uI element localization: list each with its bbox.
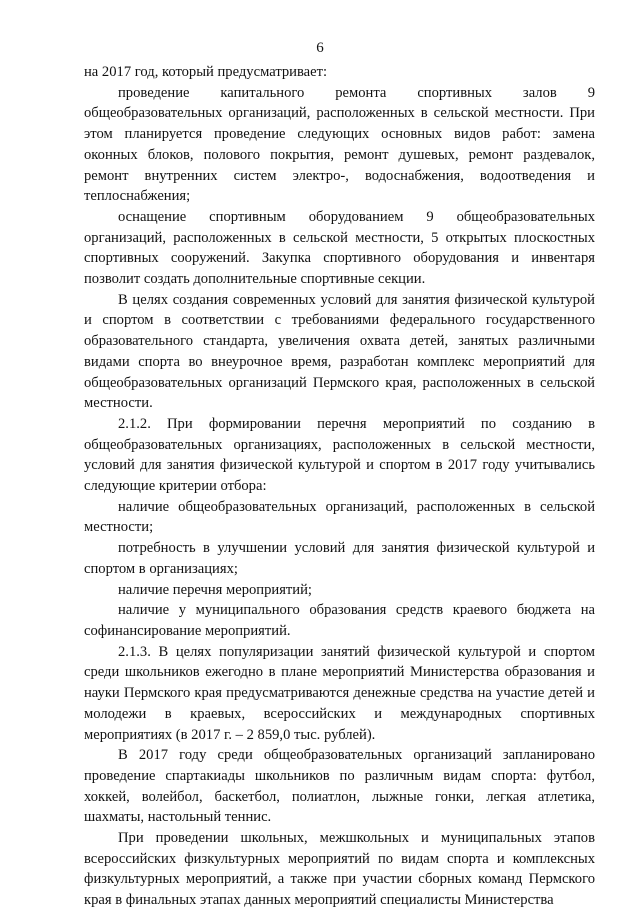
paragraph: проведение капитального ремонта спортивных залов 9 общеобразовательных организаций, расположенных в сельской местности. При этом планируется проведение следующих основных видов работ: замена оконных блоков, полового покрытия, ремонт душевых, ремонт раздевалок, ремонт внутренних систем электро-, водоснабжения, водоотведения и теплоснабжения; bbox=[84, 84, 595, 205]
paragraph: на 2017 год, который предусматривает: bbox=[84, 64, 328, 80]
paragraph: В целях создания современных условий для занятия физической культурой и спортом в соответствии с требованиями федерального государственного образовательного стандарта, увеличения охвата детей, занятых различными видами спорта во внеурочное время, разработан комплекс мероприятий для общеобразовательных организаций Пермского края, расположенных в сельской местности. bbox=[84, 291, 595, 412]
paragraph: наличие перечня мероприятий; bbox=[118, 581, 312, 598]
paragraph: оснащение спортивным оборудованием 9 общеобразовательных организаций, расположенных в сельской местности, 5 открытых плоскостных спортивных сооружений. Закупка спортивного оборудования и инвентаря позволит создать дополнительные спортивные секции. bbox=[84, 208, 595, 288]
page-number: 6 bbox=[316, 40, 324, 56]
body-text bbox=[84, 62, 595, 911]
paragraph: наличие общеобразовательных организаций, расположенных в сельской местности; bbox=[84, 498, 595, 536]
paragraph: При проведении школьных, межшкольных и муниципальных этапов всероссийских физкультурных мероприятий по видам спорта и комплексных физкультурных мероприятий, а также при участии сборных команд Пермского края в финальных этапах данных мероприятий специалисты Министерства bbox=[84, 830, 595, 909]
paragraph: наличие у муниципального образования средств краевого бюджета на софинансирование мероприятий. bbox=[84, 602, 595, 639]
paragraph: потребность в улучшении условий для занятия физической культурой и спортом в организациях; bbox=[84, 540, 595, 577]
paragraph: 2.1.3. В целях популяризации занятий физической культурой и спортом среди школьников ежегодно в плане мероприятий Министерства образования и науки Пермского края предусматриваются денежные средства на участие детей и молодежи в краевых, всероссийских и международных спортивных мероприятиях (в 2017 г. – 2 859,0 тыс. рублей). bbox=[84, 643, 595, 743]
paragraph: В 2017 году среди общеобразовательных организаций запланировано проведение спартакиады школьников по различным видам спорта: футбол, хоккей, волейбол, баскетбол, полиатлон, лыжные гонки, легкая атлетика, шахматы, настольный теннис. bbox=[84, 747, 595, 826]
paragraph: 2.1.2. При формировании перечня мероприятий по созданию в общеобразовательных организациях, расположенных в сельской местности, условий для занятия физической культурой и спортом в 2017 году учитывались следующие критерии отбора: bbox=[84, 415, 595, 495]
